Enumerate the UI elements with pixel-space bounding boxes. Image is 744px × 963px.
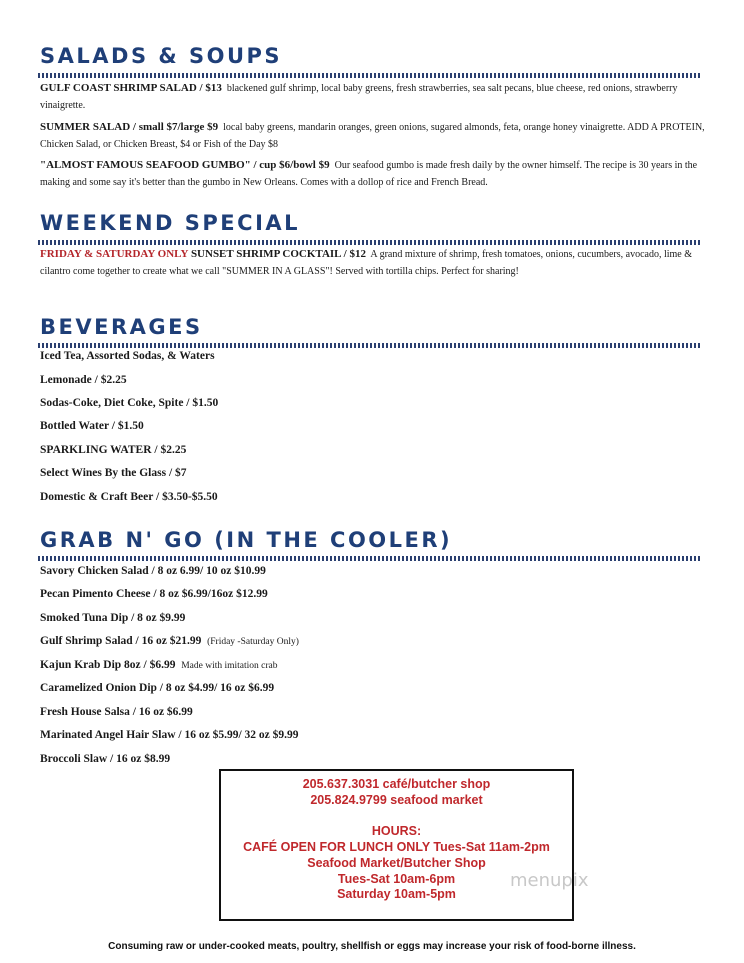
cafe-hours: CAFÉ OPEN FOR LUNCH ONLY Tues-Sat 11am-2pm (243, 840, 550, 854)
weekend-only-tag: FRIDAY & SATURDAY ONLY (40, 248, 189, 260)
watermark: menupix (510, 870, 589, 891)
item-note: Made with imitation crab (181, 661, 278, 671)
section-divider (38, 240, 702, 245)
section-divider (38, 556, 702, 561)
section-divider (38, 343, 702, 348)
item-name: GULF COAST SHRIMP SALAD / $13 (40, 82, 222, 94)
item-description: local baby greens, mandarin oranges, green onions, sugared almonds, feta, orange honey vinaigrette. ADD A PROTEIN, Chicken Salad, or Chicken Breast, $4 or Fish of the Day $8 (40, 122, 705, 150)
market-shop-heading: Seafood Market/Butcher Shop (307, 856, 486, 870)
beverage-item: Select Wines By the Glass / $7 (40, 467, 187, 479)
beverage-item: Bottled Water / $1.50 (40, 420, 144, 432)
grab-item: Caramelized Onion Dip / 8 oz $4.99/ 16 oz $6.99 (40, 682, 275, 694)
market-phone: 205.824.9799 seafood market (310, 793, 483, 807)
cafe-phone: 205.637.3031 café/butcher shop (302, 777, 491, 791)
grab-item: Broccoli Slaw / 16 oz $8.99 (40, 753, 171, 765)
beverage-item: Domestic & Craft Beer / $3.50-$5.50 (40, 491, 218, 503)
section-title-salads-soups: SALADS & SOUPS (40, 44, 283, 68)
grab-item: Pecan Pimento Cheese / 8 oz $6.99/16oz $12.99 (40, 588, 268, 600)
weekday-hours: Tues-Sat 10am-6pm (337, 872, 456, 886)
menu-item-gulf-coast-shrimp-salad (40, 80, 716, 114)
section-title-grab-n-go: GRAB N' GO (IN THE COOLER) (40, 528, 453, 552)
section-title-beverages: BEVERAGES (40, 315, 203, 339)
menu-item-summer-salad (40, 119, 716, 153)
grab-item: Gulf Shrimp Salad / 16 oz $21.99 (Friday -Saturday Only) (40, 635, 299, 647)
beverage-item: Iced Tea, Assorted Sodas, & Waters (40, 350, 215, 362)
grab-item: Smoked Tuna Dip / 8 oz $9.99 (40, 612, 186, 624)
item-description: blackened gulf shrimp, local baby greens, fresh strawberries, sea salt pecans, blue cheese, red onions, strawberry vinaigrette. (40, 83, 678, 111)
beverage-item: Sodas-Coke, Diet Coke, Spite / $1.50 (40, 397, 219, 409)
beverage-item: SPARKLING WATER / $2.25 (40, 444, 187, 456)
section-title-weekend-special: WEEKEND SPECIAL (40, 211, 301, 235)
item-name: SUNSET SHRIMP COCKTAIL / $12 (190, 248, 366, 260)
item-name: "ALMOST FAMOUS SEAFOOD GUMBO" / cup $6/bowl $9 (40, 159, 330, 171)
hours-heading: HOURS: (371, 824, 422, 838)
food-safety-disclaimer: Consuming raw or under-cooked meats, poultry, shellfish or eggs may increase your risk of food-borne illness. (108, 941, 636, 952)
contact-hours-box (219, 769, 574, 921)
item-name: SUMMER SALAD / small $7/large $9 (40, 121, 219, 133)
saturday-hours: Saturday 10am-5pm (337, 887, 456, 901)
section-divider (38, 73, 702, 78)
item-note: (Friday -Saturday Only) (207, 637, 299, 647)
grab-item: Kajun Krab Dip 8oz / $6.99 Made with imitation crab (40, 659, 278, 671)
grab-item: Fresh House Salsa / 16 oz $6.99 (40, 706, 193, 718)
menu-item-sunset-shrimp-cocktail (40, 246, 716, 280)
menu-item-seafood-gumbo (40, 157, 716, 191)
item-description: Our seafood gumbo is made fresh daily by the owner himself. The recipe is 30 years in the making and some say it's better than the gumbo in New Orleans. Comes with a dollop of rice and French Bread. (40, 160, 698, 188)
item-description: A grand mixture of shrimp, fresh tomatoes, onions, cucumbers, avocado, lime & cilantro come together to create what we call "SUMMER IN A GLASS"! Served with tortilla chips. Perfect for sharing! (40, 249, 693, 277)
grab-item: Marinated Angel Hair Slaw / 16 oz $5.99/ 32 oz $9.99 (40, 729, 299, 741)
grab-item: Savory Chicken Salad / 8 oz 6.99/ 10 oz $10.99 (40, 565, 266, 577)
beverage-item: Lemonade / $2.25 (40, 374, 127, 386)
